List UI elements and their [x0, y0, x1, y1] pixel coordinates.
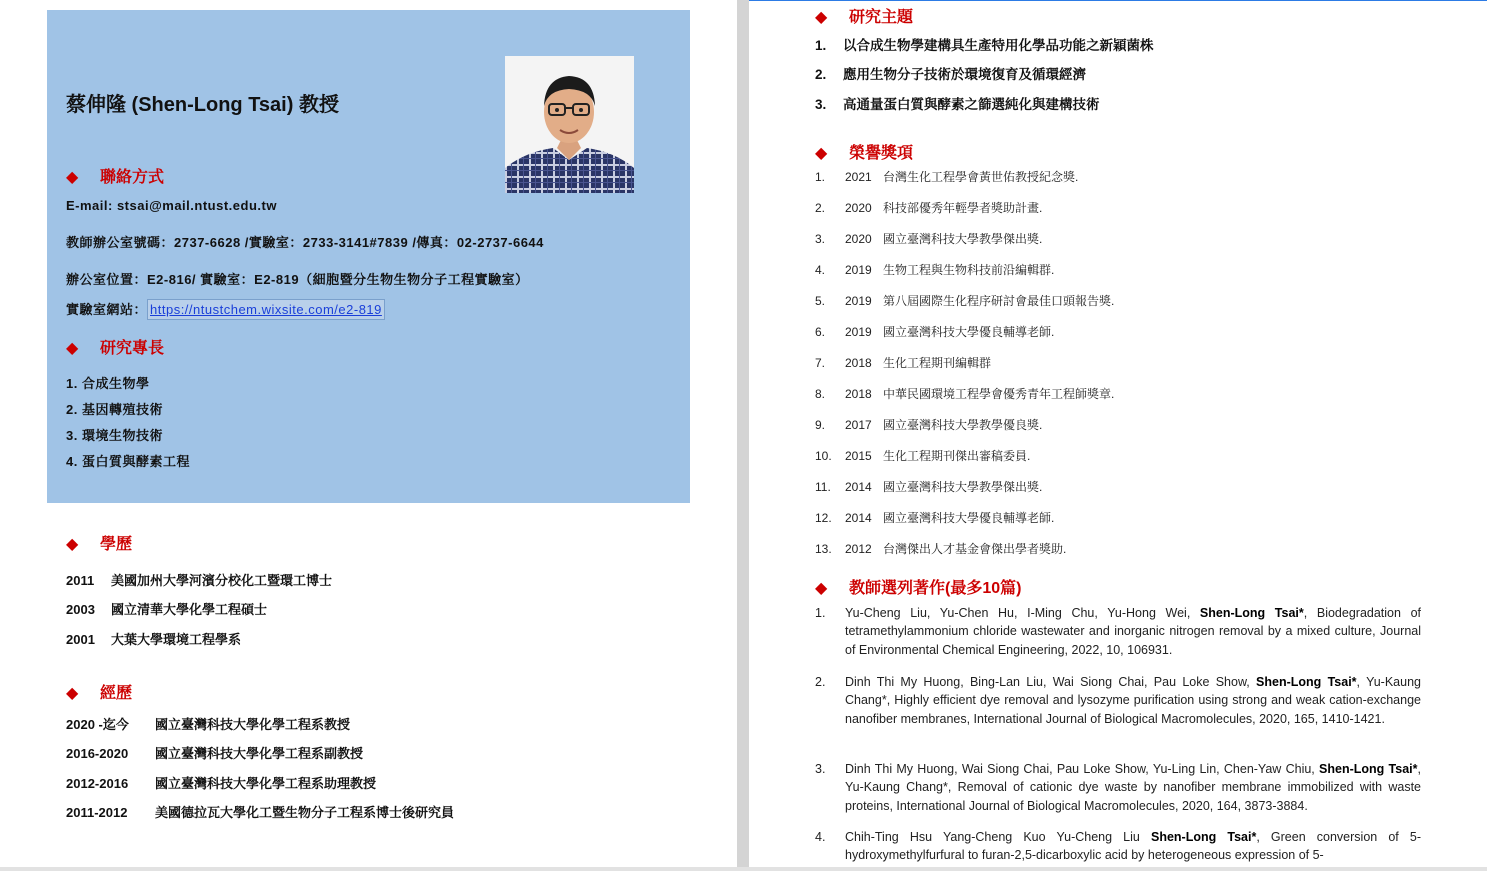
research-item: 3. 高通量蛋白質與酵素之篩選純化與建構技術 [815, 97, 1100, 112]
award-item: 13. 2012 台灣傑出人才基金會傑出學者獎助. [815, 542, 1067, 556]
diamond-bullet-icon: ◆ [66, 685, 79, 702]
education-row: 2011 美國加州大學河濱分校化工暨環工博士 [66, 573, 333, 588]
publication-text: Yu-Cheng Liu, Yu-Chen Hu, I-Ming Chu, Yu-Hong Wei, Shen-Long Tsai*, Biodegradation of tetramethylammonium chloride wastewater and inorganic nitrogen removal by a mixed culture, Journal of Environmental Chemical Engineering, 2022, 10, 106931. [845, 606, 1421, 657]
expertise-item: 3. 環境生物技術 [66, 428, 163, 443]
experience-row: 2011-2012 美國德拉瓦大學化工暨生物分子工程系博士後研究員 [66, 805, 455, 820]
section-heading-research: ◆ 研究主題 [815, 9, 914, 26]
diamond-bullet-icon: ◆ [815, 9, 828, 26]
section-heading-expertise: ◆ 研究專長 [66, 340, 165, 357]
publication-item: 4. Chih-Ting Hsu Yang-Cheng Kuo Yu-Cheng Liu Shen-Long Tsai*, Green conversion of 5-hydroxymethylfurfural to furan-2,5-dicarboxylic acid by heterogeneous expression of 5- [815, 828, 1421, 866]
publication-text: Dinh Thi My Huong, Wai Siong Chai, Pau Loke Show, Yu-Ling Lin, Chen-Yaw Chiu, Shen-Long Tsai*, Yu-Kaung Chang*, Removal of cationic dye waste by nanofiber membrane immobilized with waste proteins, International Journal of Biological Macromolecules, 2020, 164, 3873-3884. [845, 762, 1421, 813]
expertise-item: 4. 蛋白質與酵素工程 [66, 454, 190, 469]
publication-item: 3. Dinh Thi My Huong, Wai Siong Chai, Pau Loke Show, Yu-Ling Lin, Chen-Yaw Chiu, Shen-Long Tsai*, Yu-Kaung Chang*, Removal of cationic dye waste by nanofiber membrane immobilized with waste proteins, International Journal of Biological Macromolecules, 2020, 164, 3873-3884. [815, 760, 1421, 815]
publication-text: Chih-Ting Hsu Yang-Cheng Kuo Yu-Cheng Liu Shen-Long Tsai*, Green conversion of 5-hydroxymethylfurfural to furan-2,5-dicarboxylic acid by heterogeneous expression of 5- [845, 830, 1421, 863]
award-item: 2. 2020 科技部優秀年輕學者獎助計畫. [815, 201, 1043, 215]
publication-item: 2. Dinh Thi My Huong, Bing-Lan Liu, Wai Siong Chai, Pau Loke Show, Shen-Long Tsai*, Yu-Kaung Chang*, Highly efficient dye removal and lysozyme purification using strong and weak cation-exchange nanofiber membranes, International Journal of Biological Macromolecules, 2020, 165, 1410-1421. [815, 673, 1421, 728]
office-location-line: 辦公室位置：E2-816/ 實驗室：E2-819（細胞暨分生物生物分子工程實驗室） [66, 272, 529, 287]
award-item: 12. 2014 國立臺灣科技大學優良輔導老師. [815, 511, 1055, 525]
window-bottom-edge [0, 867, 1487, 871]
expertise-item: 2. 基因轉殖技術 [66, 402, 163, 417]
education-row: 2003 國立清華大學化學工程碩士 [66, 602, 268, 617]
diamond-bullet-icon: ◆ [815, 580, 828, 597]
page-gutter [737, 0, 749, 871]
lab-website-link-box [147, 299, 385, 320]
publication-item: 1. Yu-Cheng Liu, Yu-Chen Hu, I-Ming Chu, Yu-Hong Wei, Shen-Long Tsai*, Biodegradation of tetramethylammonium chloride wastewater and inorganic nitrogen removal by a mixed culture, Journal of Environmental Chemical Engineering, 2022, 10, 106931. [815, 604, 1421, 659]
award-item: 10. 2015 生化工程期刊傑出審稿委員. [815, 449, 1031, 463]
portrait-photo-icon [505, 56, 634, 193]
experience-row: 2020 -迄今 國立臺灣科技大學化學工程系教授 [66, 717, 351, 732]
section-heading-education: ◆ 學歷 [66, 536, 133, 553]
experience-row: 2012-2016 國立臺灣科技大學化學工程系助理教授 [66, 776, 377, 791]
expertise-item: 1. 合成生物學 [66, 376, 150, 391]
document-page-left [0, 0, 737, 868]
award-item: 6. 2019 國立臺灣科技大學優良輔導老師. [815, 325, 1055, 339]
author-highlight: Shen-Long Tsai* [1199, 606, 1304, 620]
education-row: 2001 大葉大學環境工程學系 [66, 632, 242, 647]
publication-text: Dinh Thi My Huong, Bing-Lan Liu, Wai Siong Chai, Pau Loke Show, Shen-Long Tsai*, Yu-Kaung Chang*, Highly efficient dye removal and lysozyme purification using strong and weak cation-exchange nanofiber membranes, International Journal of Biological Macromolecules, 2020, 165, 1410-1421. [845, 675, 1421, 726]
diamond-bullet-icon: ◆ [66, 340, 79, 357]
experience-row: 2016-2020 國立臺灣科技大學化學工程系副教授 [66, 746, 364, 761]
author-highlight: Shen-Long Tsai* [1256, 675, 1357, 689]
lab-website-label: 實驗室網站： [66, 302, 148, 317]
section-heading-experience: ◆ 經歷 [66, 685, 133, 702]
professor-name: 蔡伸隆 (Shen-Long Tsai) 教授 [66, 94, 339, 116]
award-item: 8. 2018 中華民國環境工程學會優秀青年工程師獎章. [815, 387, 1115, 401]
diamond-bullet-icon: ◆ [66, 169, 79, 186]
diamond-bullet-icon: ◆ [815, 145, 828, 162]
research-item: 1. 以合成生物學建構具生產特用化學品功能之新穎菌株 [815, 38, 1154, 53]
author-highlight: Shen-Long Tsai* [1150, 830, 1257, 844]
lab-website-link[interactable]: https://ntustchem.wixsite.com/e2-819 [150, 302, 382, 317]
section-heading-awards: ◆ 榮譽獎項 [815, 145, 914, 162]
award-item: 5. 2019 第八屆國際生化程序研討會最佳口頭報告獎. [815, 294, 1115, 308]
award-item: 9. 2017 國立臺灣科技大學教學優良獎. [815, 418, 1043, 432]
award-item: 4. 2019 生物工程與生物科技前沿編輯群. [815, 263, 1055, 277]
email-line: E-mail: stsai@mail.ntust.edu.tw [66, 198, 277, 213]
document-page-right [749, 0, 1487, 869]
section-heading-contact: ◆ 聯絡方式 [66, 169, 165, 186]
section-heading-publications: ◆ 教師選列著作(最多10篇) [815, 580, 1022, 597]
award-item: 7. 2018 生化工程期刊編輯群 [815, 356, 992, 370]
award-item: 1. 2021 台灣生化工程學會黃世佑教授紀念獎. [815, 170, 1079, 184]
award-item: 3. 2020 國立臺灣科技大學教學傑出獎. [815, 232, 1043, 246]
research-item: 2. 應用生物分子技術於環境復育及循環經濟 [815, 67, 1086, 82]
phone-line: 教師辦公室號碼：2737-6628 /實驗室：2733-3141#7839 /傳真：02-2737-6644 [66, 235, 544, 250]
diamond-bullet-icon: ◆ [66, 536, 79, 553]
author-highlight: Shen-Long Tsai* [1319, 762, 1418, 776]
award-item: 11. 2014 國立臺灣科技大學教學傑出獎. [815, 480, 1043, 494]
portrait-photo [505, 56, 634, 193]
lab-website-line [66, 299, 385, 320]
